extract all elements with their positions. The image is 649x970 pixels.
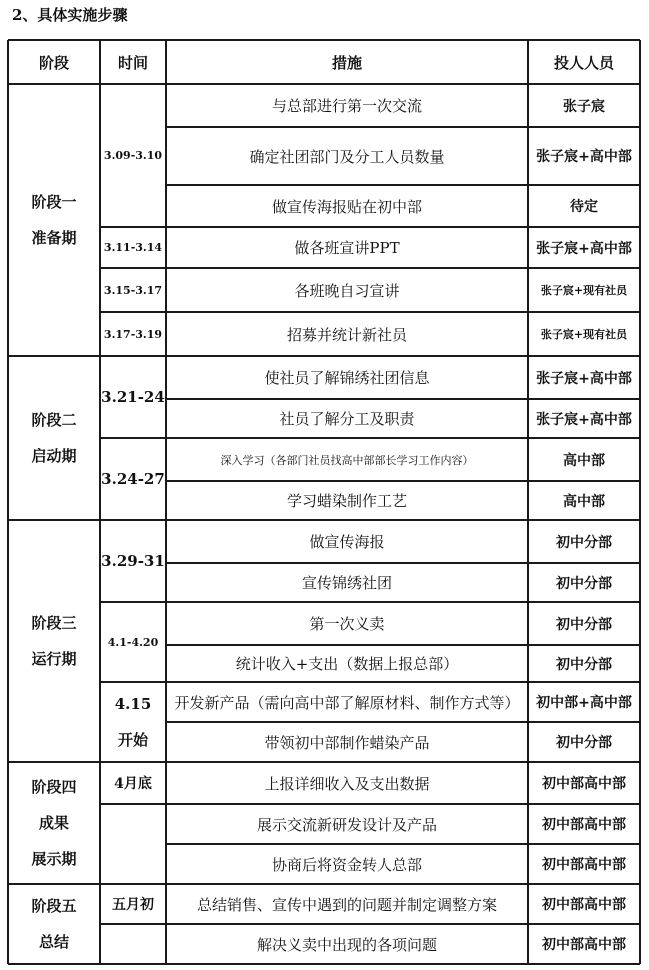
staff-cell: 高中部 (563, 452, 605, 469)
time-cell: 3.24-27 (101, 470, 165, 488)
stage-3-sub: 运行期 (31, 650, 77, 668)
measure-cell: 协商后将资金转人总部 (271, 855, 422, 874)
time-cell: 3.15-3.17 (103, 283, 163, 297)
staff-cell: 张子宸+现有社员 (540, 284, 628, 297)
header-measures: 措施 (331, 53, 362, 72)
measure-cell: 使社员了解锦绣社团信息 (264, 369, 430, 387)
measure-cell: 做各班宣讲PPT (294, 239, 400, 257)
stage-5-sub: 总结 (38, 933, 69, 951)
measure-cell: 深入学习（各部门社员找高中部部长学习工作内容） (220, 453, 474, 467)
measure-cell: 宣传锦绣社团 (301, 574, 392, 592)
time-cell: 3.11-3.14 (103, 241, 163, 254)
staff-cell: 初中部高中部 (542, 776, 626, 792)
header-stage: 阶段 (38, 53, 69, 72)
staff-cell: 张子宸+高中部 (536, 149, 632, 165)
measure-cell: 带领初中部制作蜡染产品 (264, 733, 430, 752)
measure-cell: 上报详细收入及支出数据 (264, 774, 430, 793)
measure-cell: 统计收入+支出（数据上报总部） (235, 655, 459, 673)
time-cell: 4月底 (114, 776, 152, 792)
staff-cell: 张子宸 (563, 98, 605, 115)
time-start-label: 开始 (117, 731, 148, 749)
measure-cell: 社员了解分工及职责 (279, 410, 415, 428)
stage-4-cell (8, 762, 100, 884)
staff-cell: 初中分部 (556, 534, 612, 551)
staff-cell: 初中部高中部 (542, 817, 626, 833)
measure-cell: 与总部进行第一次交流 (271, 97, 422, 115)
stage-5-name: 阶段五 (31, 897, 77, 915)
time-cell: 3.17-3.19 (103, 327, 163, 341)
time-cell: 3.21-24 (101, 388, 165, 406)
time-cell (100, 682, 166, 762)
stage-1-cell (8, 84, 100, 356)
time-cell: 4.1-4.20 (107, 635, 159, 649)
stage-4-sub2: 展示期 (31, 850, 77, 868)
staff-cell: 初中分部 (556, 616, 612, 633)
header-time: 时间 (117, 53, 148, 72)
stage-2-cell (8, 356, 100, 520)
time-cell: 3.29-31 (101, 552, 165, 570)
staff-cell: 初中部高中部 (542, 897, 626, 913)
stage-1-name: 阶段一 (31, 193, 77, 211)
staff-cell: 待定 (570, 199, 598, 215)
measure-cell: 做宣传海报 (309, 533, 385, 551)
stage-5-cell (8, 884, 100, 964)
staff-cell: 张子宸+现有社员 (540, 328, 628, 341)
staff-cell: 初中分部 (556, 735, 612, 751)
measure-cell: 展示交流新研发设计及产品 (256, 815, 437, 834)
staff-cell: 张子宸+高中部 (536, 411, 632, 428)
measure-cell: 解决义卖中出现的各项问题 (256, 935, 437, 954)
staff-cell: 初中部+高中部 (536, 695, 632, 711)
staff-cell: 初中分部 (556, 575, 612, 592)
time-cell: 五月初 (112, 897, 154, 913)
time-start-date: 4.15 (114, 695, 152, 713)
stage-2-name: 阶段二 (31, 411, 77, 429)
section-title: 2、具体实施步骤 (12, 6, 128, 24)
measure-cell: 确定社团部门及分工人员数量 (249, 147, 445, 166)
stage-1-sub: 准备期 (31, 229, 77, 247)
stage-3-name: 阶段三 (31, 614, 77, 632)
measure-cell: 第一次义卖 (309, 615, 385, 633)
stage-4-name: 阶段四 (31, 778, 77, 796)
measure-cell: 做宣传海报贴在初中部 (271, 197, 422, 216)
header-staff: 投人人员 (553, 53, 614, 72)
staff-cell: 高中部 (563, 493, 605, 510)
measure-cell: 各班晚自习宣讲 (294, 281, 400, 300)
staff-cell: 初中部高中部 (542, 937, 626, 953)
stage-3-cell (8, 520, 100, 762)
measure-cell: 招募并统计新社员 (286, 325, 407, 344)
measure-cell: 学习蜡染制作工艺 (286, 492, 407, 510)
stage-4-sub: 成果 (38, 814, 69, 832)
staff-cell: 张子宸+高中部 (536, 240, 632, 257)
staff-cell: 初中部高中部 (542, 857, 626, 873)
time-cell: 3.09-3.10 (103, 149, 163, 162)
measure-cell: 总结销售、宣传中遇到的问题并制定调整方案 (196, 895, 497, 914)
stage-2-sub: 启动期 (31, 447, 77, 465)
measure-cell: 开发新产品（需向高中部了解原材料、制作方式等） (174, 693, 520, 712)
staff-cell: 张子宸+高中部 (536, 370, 632, 387)
staff-cell: 初中分部 (556, 656, 612, 673)
